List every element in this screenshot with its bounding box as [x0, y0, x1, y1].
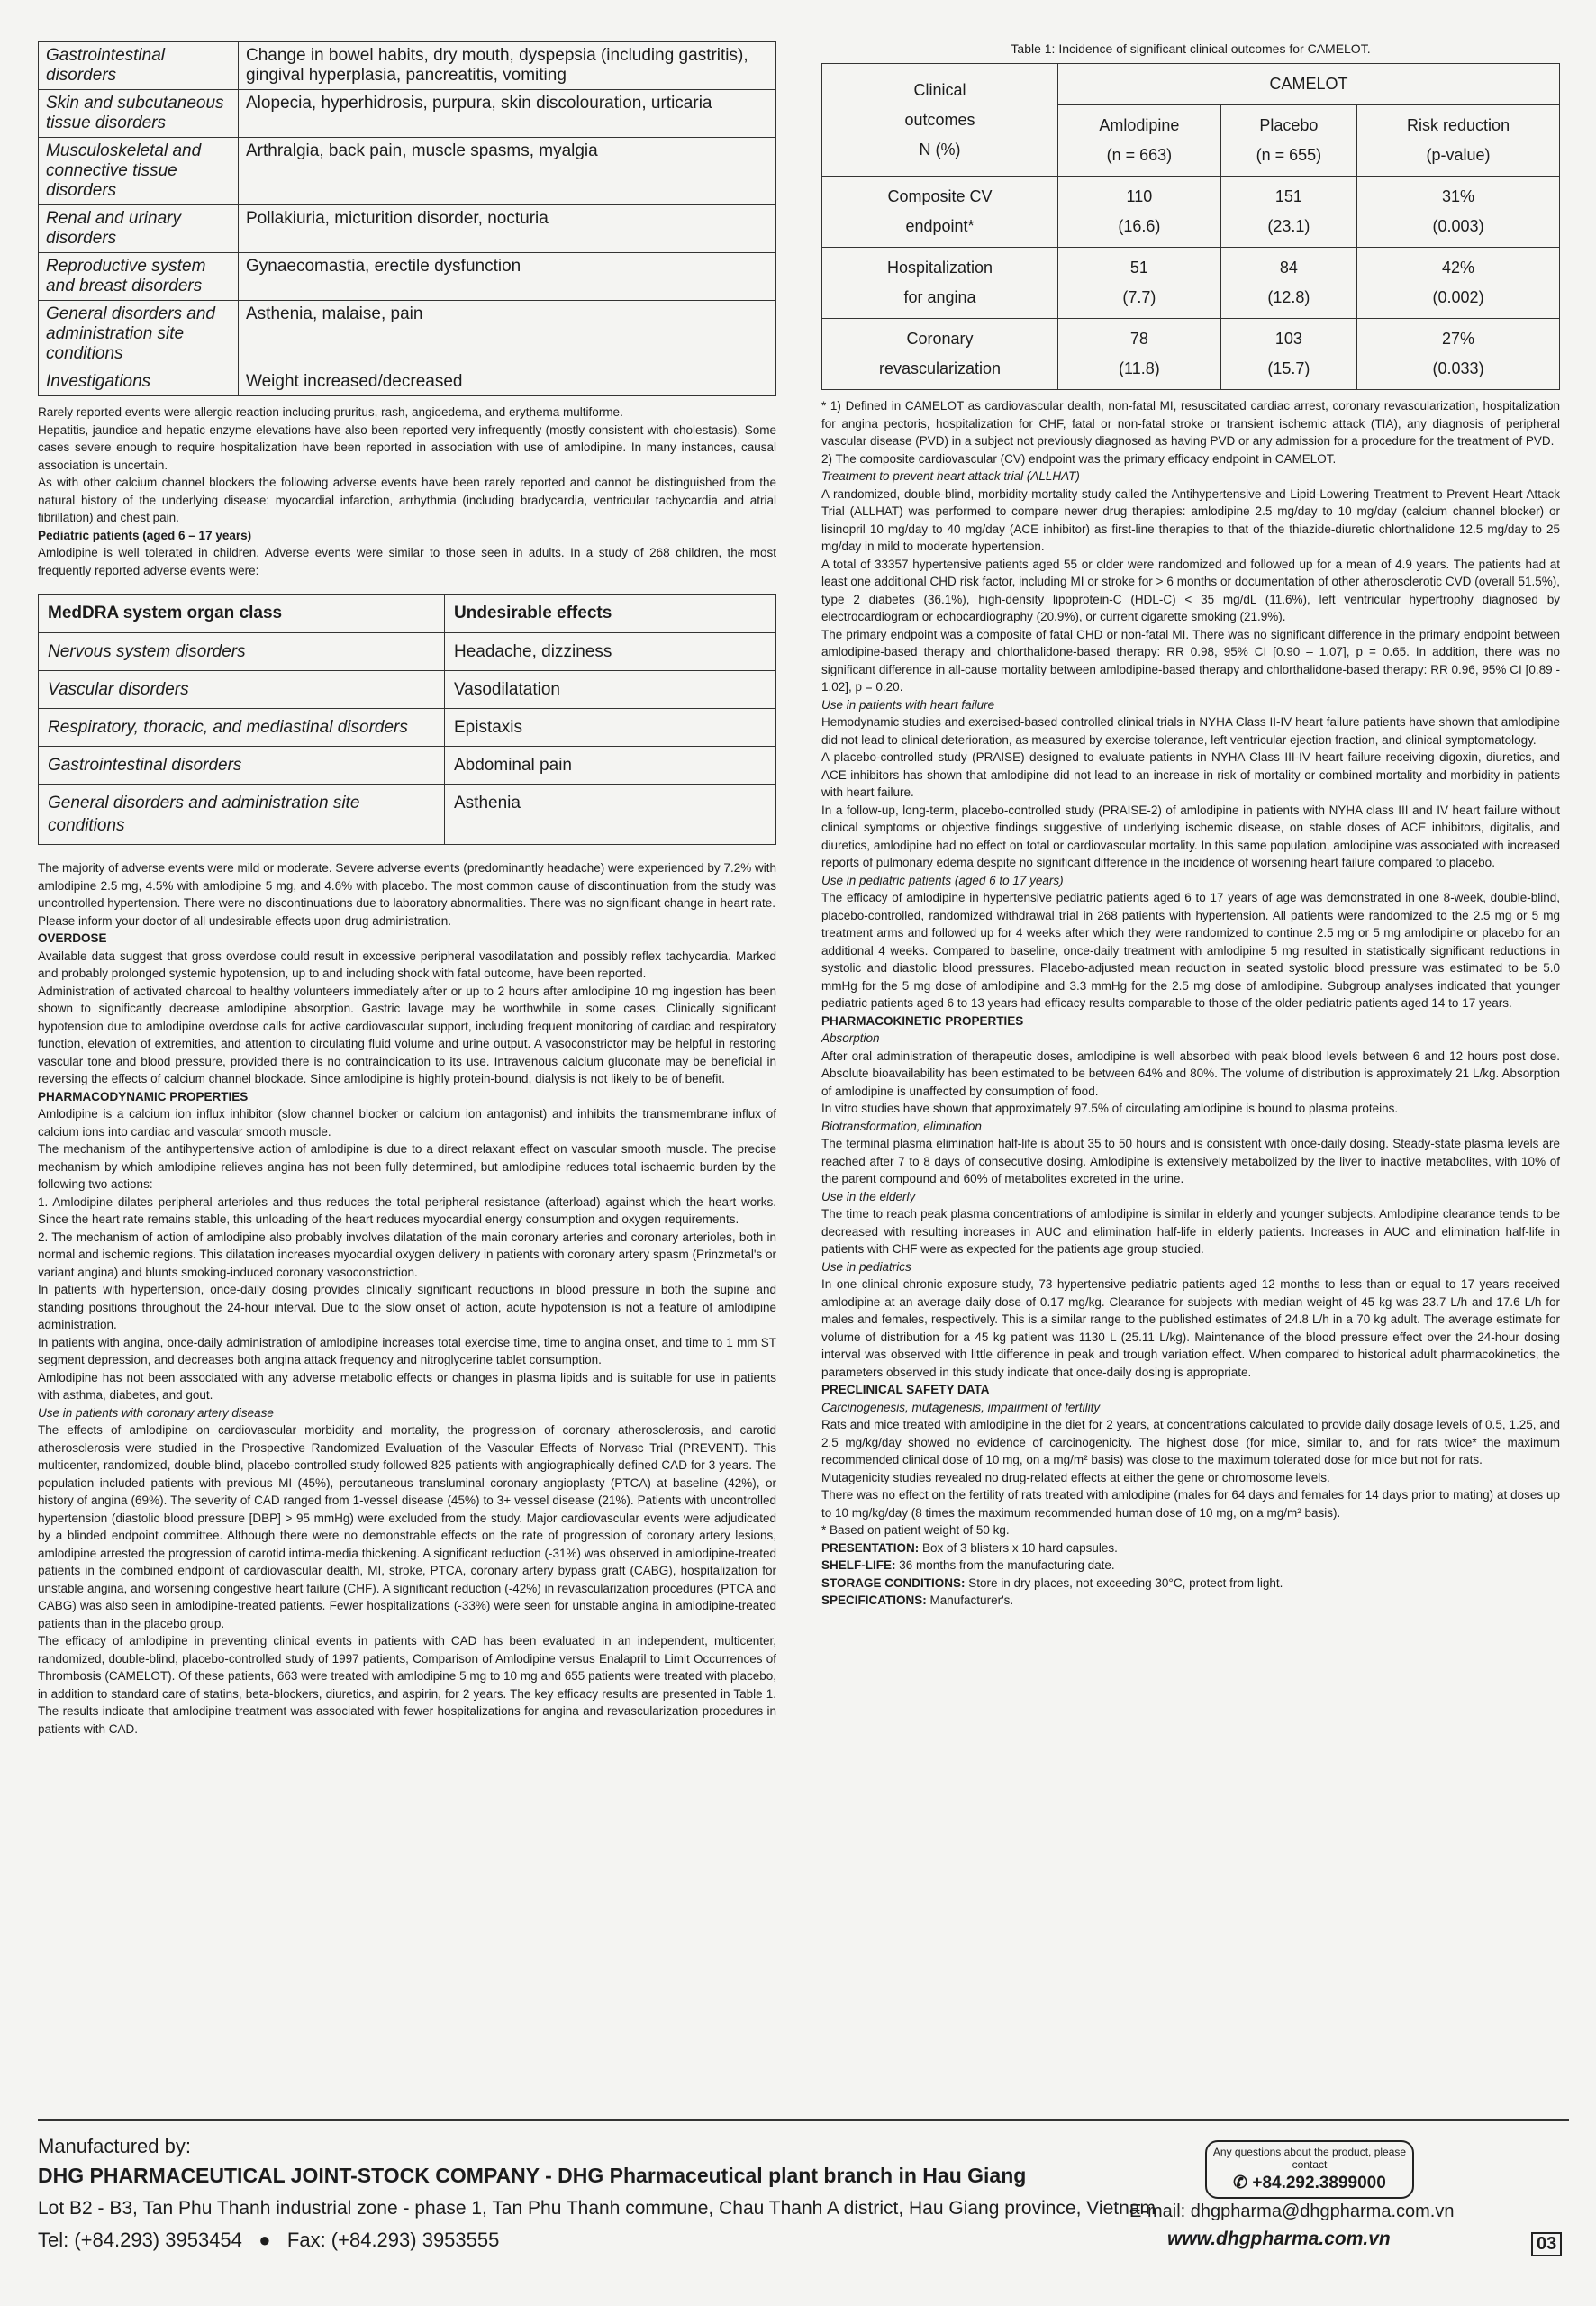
table1-footnotes [821, 397, 1560, 468]
overdose-heading: OVERDOSE [38, 931, 107, 945]
cell-line: 42% [1442, 259, 1475, 277]
absorption-heading: Absorption [821, 1031, 880, 1045]
phone-fax-line [38, 2229, 499, 2252]
table1-row-label [822, 248, 1058, 319]
ae-system: Musculoskeletal and connective tissue disorders [39, 138, 239, 205]
paragraph: Administration of activated charcoal to healthy volunteers immediately after or up to 2 hours after amlodipine 10 mg ingestion has been shown to significantly decrease amlodipine absorption. Gastric lavage may be worthwhile in some cases. Clinically significant hypotension due to amlodipine overdose calls for active cardiovascular support, including frequent monitoring of cardiac and respiratory function, elevation of extremities, and attention to circulating fluid volume and urine output. A vasoconstrictor may be helpful in restoring vascular tone and blood pressure, provided there is no contraindication to its use. Intravenous calcium gluconate may be beneficial in reversing the effects of calcium channel blockade. Since amlodipine is highly protein-bound, dialysis is not likely to be of benefit. [38, 984, 776, 1085]
cell-line: (15.7) [1267, 359, 1310, 377]
table1-cell [1058, 248, 1221, 319]
paragraph: There was no effect on the fertility of rats treated with amlodipine (males for 64 days and females for 14 days prior to mating) at doses up to 10 mg/kg/day (8 times the maximum recommended human dose of 10 mg, on a mg/m² basis). [821, 1488, 1560, 1520]
pediatric-use-text: The efficacy of amlodipine in hypertensive pediatric patients aged 6 to 17 years of age was demonstrated in one 8-week, double-blind, placebo-controlled, randomized withdrawal trial in 268 patients with hypertension. All patients were randomized to the 2.5 mg or 5 mg treatment arms and followed up for 4 weeks after which they were randomized to continue 2.5 mg or 5 mg amlodipine or placebo for an additional 4 weeks. Compared to baseline, once-daily treatment with amlodipine 5 mg resulted in statistically significant reductions in systolic and diastolic blood pressures. Placebo-adjusted mean reduction in seated systolic blood pressure was estimated to be 5.0 mmHg for the 5 mg dose of amlodipine and 3.3 mmHg for the 2.5 mg dose of amlodipine. Subgroup analyses indicated that younger pediatric patients aged 6 to 13 years had efficacy results comparable to those of the older pediatric patients aged 14 to 17 years. [821, 891, 1560, 1010]
pediatrics-heading: Use in pediatrics [821, 1259, 911, 1274]
row-label-line: for angina [903, 288, 976, 306]
ae-effects: Pollakiuria, micturition disorder, nocturia [239, 205, 776, 253]
row-header-line: N (%) [919, 140, 961, 159]
meddra-header-effects: Undesirable effects [445, 595, 776, 633]
table1-row [822, 177, 1560, 248]
ae-effects: Alopecia, hyperhidrosis, purpura, skin discolouration, urticaria [239, 90, 776, 138]
ae-row [39, 253, 776, 301]
paragraph: Mutagenicity studies revealed no drug-related effects at either the gene or chromosome levels. [821, 1470, 1330, 1484]
pharmacodynamic-text [38, 1105, 776, 1404]
col-name: Amlodipine [1099, 116, 1180, 134]
meddra-class: Nervous system disorders [39, 633, 445, 671]
table1-cell [1220, 248, 1356, 319]
ae-effects: Asthenia, malaise, pain [239, 301, 776, 368]
presentation-label: PRESENTATION: [821, 1540, 920, 1555]
meddra-effect: Epistaxis [445, 709, 776, 747]
meddra-class: Respiratory, thoracic, and mediastinal disorders [39, 709, 445, 747]
absorption-text [821, 1048, 1560, 1118]
meddra-class: General disorders and administration site conditions [39, 785, 445, 845]
presentation-line [821, 1539, 1560, 1557]
heart-failure-heading: Use in patients with heart failure [821, 697, 995, 712]
ae-row [39, 42, 776, 90]
biotransformation-text: The terminal plasma elimination half-life is about 35 to 50 hours and is consistent with once-daily dosing. Steady-state plasma levels are reached after 7 to 8 days of consecutive dosing. Amlodipine is extensively metabolized by the liver to inactive metabolites, with 10% of the parent compound and 60% of metabolites excreted in the urine. [821, 1137, 1560, 1185]
cell-line: 31% [1442, 187, 1475, 205]
paragraph: Please inform your doctor of all undesirable effects upon drug administration. [38, 913, 452, 928]
adverse-effects-table [38, 41, 776, 396]
paragraph: Rarely reported events were allergic reaction including pruritus, rash, angioedema, and erythema multiforme. [38, 405, 623, 419]
fax: Fax: (+84.293) 3953555 [286, 2229, 500, 2251]
table1-cell [1220, 177, 1356, 248]
preclinical-heading: PRECLINICAL SAFETY DATA [821, 1383, 990, 1396]
ae-row [39, 90, 776, 138]
page-number: 03 [1531, 2232, 1562, 2256]
shelf-life-line [821, 1557, 1560, 1575]
elderly-text: The time to reach peak plasma concentrations of amlodipine is similar in elderly and younger subjects. Amlodipine clearance tends to be decreased with resulting increases in AUC and elimination half-life in elderly patients. Increases in AUC and elimination half-life in patients with CHF were as expected for the patients age group studied. [821, 1207, 1560, 1256]
cell-line: (7.7) [1122, 288, 1156, 306]
meddra-effect: Abdominal pain [445, 747, 776, 785]
cell-line: 27% [1442, 330, 1475, 348]
paragraph: Rats and mice treated with amlodipine in the diet for 2 years, at concentrations calculated to provide daily dosage levels of 0.5, 1.25, and 2.5 mg/kg/day showed no evidence of carcinogenicity. The highest dose (for mice, similar to, and for rats twice* the maximum recommended clinical dose of 10 mg, on a mg/m² basis) was close to the maximum tolerated dose for mice but not for rats. [821, 1418, 1560, 1466]
manufactured-by-label: Manufactured by: [38, 2135, 191, 2157]
company-name: DHG PHARMACEUTICAL JOINT-STOCK COMPANY - DHG Pharmaceutical plant branch in Hau Giang [38, 2164, 1027, 2187]
paragraph: The effects of amlodipine on cardiovascular morbidity and mortality, the progression of coronary atherosclerosis, and carotid atherosclerosis were studied in the Prospective Randomized Evaluation of the Vascular Effects of Norvasc Trial (PREVENT). This multicenter, randomized, double-blind, placebo-controlled study followed 825 patients with angiographically defined CAD for 3 years. The population included patients with previous MI (45%), percutaneous transluminal coronary angioplasty (PTCA) at baseline (42%), or history of angina (69%). The severity of CAD ranged from 1-vessel disease (45%) to 3+ vessel disease (21%). Patients with uncontrolled hypertension (diastolic blood pressure [DBP] > 95 mmHg) were excluded from the study. Major cardiovascular events were adjudicated by a blinded endpoint committee. Although there were no demonstrable effects on the rate of progression of coronary artery lesions, amlodipine arrested the progression of carotid intima-media thickening. A significant reduction (-31%) was observed in amlodipine-treated patients in the combined endpoint of cardiovascular dealth, MI, stroke, PTCA, coronary artery bypass graft (CABG), hospitalization for unstable angina, and worsening congestive heart failure (CHF). A significant reduction (-42%) in revascularization procedures (PTCA and CABG) was also seen in amlodipine-treated patients. Fewer hospitalizations (-33%) were seen for unstable angina in amlodipine-treated patients than in the placebo group. [38, 1423, 776, 1630]
carcinogenesis-heading: Carcinogenesis, mutagenesis, impairment of fertility [821, 1400, 1101, 1414]
paragraph: After oral administration of therapeutic doses, amlodipine is well absorbed with peak blood levels between 6 and 12 hours post dose. Absolute bioavailability has been estimated to be between 64% and 80%. The volume of distribution is approximately 21 L/kg. Absorption of amlodipine is unaffected by consumption of food. [821, 1049, 1560, 1098]
ae-system: Reproductive system and breast disorders [39, 253, 239, 301]
pediatrics-text: In one clinical chronic exposure study, 73 hypertensive pediatric patients aged 12 months to less than or equal to 17 years received amlodipine at an average daily dose of 0.17 mg/kg. Clearance for subjects with median weight of 45 kg was 23.7 L/h and 17.6 L/h for males and females, respectively. This is a similar range to the published estimates of 24.8 L/h in a 70 kg adult. The average estimate for volume of distribution for a 45 kg patient was 1130 L (25.11 L/kg). Maintenance of the blood pressure effect over the 24-hour dosing interval was observed with little difference in peak and trough variation effect. When compared to historical adult pharmacokinetics, the parameters observed in this study indicate that once-daily dosing is appropriate. [821, 1277, 1560, 1379]
meddra-class: Vascular disorders [39, 671, 445, 709]
meddra-class: Gastrointestinal disorders [39, 747, 445, 785]
ae-system: Renal and urinary disorders [39, 205, 239, 253]
table1-cell [1058, 319, 1221, 390]
email-address: E-mail: dhgpharma@dhgpharma.com.vn [1129, 2202, 1455, 2221]
company-address: Lot B2 - B3, Tan Phu Thanh industrial zone - phase 1, Tan Phu Thanh commune, Chau Thanh A district, Hau Giang province, Vietnam [38, 2198, 1156, 2219]
col-n: (n = 655) [1256, 146, 1322, 164]
paragraph: 2. The mechanism of action of amlodipine also probably involves dilatation of the main coronary arteries and coronary arterioles, both in normal and ischemic regions. This dilatation increases myocardial oxygen delivery in patients with coronary artery spasm (Prinzmetal's or variant angina) and blunts smoking-induced coronary vasoconstriction. [38, 1230, 776, 1279]
cell-line: 51 [1129, 259, 1148, 277]
left-column [38, 41, 776, 1738]
storage-value: Store in dry places, not exceeding 30°C, protect from light. [968, 1575, 1283, 1590]
ae-system: General disorders and administration site conditions [39, 301, 239, 368]
row-label-line: revascularization [879, 359, 1002, 377]
allhat-text [821, 486, 1560, 696]
cell-line: (0.033) [1432, 359, 1484, 377]
col-name: Risk reduction [1407, 116, 1510, 134]
row-label-line: Hospitalization [887, 259, 993, 277]
hotline-number: +84.292.3899000 [1252, 2174, 1386, 2193]
paragraph: The majority of adverse events were mild or moderate. Severe adverse events (predominantly headache) were experienced by 7.2% with amlodipine 2.5 mg, 4.5% with amlodipine 5 mg, and 4.6% with placebo. The most common cause of discontinuation from the study was uncontrolled hypertension. There were no discontinuations due to laboratory abnormalities. There was no significant change in heart rate. [38, 861, 776, 910]
table1-cell [1058, 177, 1221, 248]
table1-row-label [822, 319, 1058, 390]
ae-row [39, 368, 776, 396]
table1-col-header [1357, 105, 1560, 177]
row-header-line: outcomes [904, 110, 975, 129]
storage-line [821, 1575, 1560, 1593]
carcinogenesis-text [821, 1416, 1560, 1539]
paragraph: Amlodipine has not been associated with any adverse metabolic effects or changes in plasma lipids and is suitable for use in patients with asthma, diabetes, and gout. [38, 1370, 776, 1402]
phone-icon: ✆ [1233, 2174, 1248, 2193]
meddra-table [38, 594, 776, 845]
pediatric-heading: Pediatric patients (aged 6 – 17 years) [38, 528, 252, 542]
cell-line: (23.1) [1267, 217, 1310, 235]
cell-line: (11.8) [1119, 359, 1160, 377]
paragraph: * 1) Defined in CAMELOT as cardiovascular dealth, non-fatal MI, resuscitated cardiac arrest, coronary revascularization, hospitalization for angina pectoris, hospitalization for CHF, fatal or non-fatal stroke or transient ischemic attack (TIA), any diagnosis of peripheral vascular disease (PVD) in a subject not previously diagnosed as having PVD or any admission for a procedure for the treatment of PVD. [821, 399, 1560, 448]
website: www.dhgpharma.com.vn [1167, 2229, 1391, 2249]
meddra-row [39, 671, 776, 709]
cell-line: 78 [1129, 330, 1148, 348]
row-label-line: Composite CV [887, 187, 993, 205]
hotline-box [1205, 2140, 1414, 2199]
paragraph: Hemodynamic studies and exercised-based controlled clinical trials in NYHA Class II-IV heart failure patients have shown that amlodipine did not lead to clinical deterioration, as measured by exercise tolerance, left ventricular ejection fraction, and clinical symptomatology. [821, 715, 1560, 747]
table1-header-row [822, 64, 1560, 105]
cad-heading: Use in patients with coronary artery disease [38, 1405, 274, 1420]
paragraph: In a follow-up, long-term, placebo-controlled study (PRAISE-2) of amlodipine in patients with NYHA class III and IV heart failure without clinical symptoms or objective findings suggestive of underlying ischemic disease, on stable doses of ACE inhibitors, digitalis, and diuretics, amlodipine had no effect on total or cardiovascular mortality. In this same population, amlodipine was associated with increased reports of pulmonary edema despite no significant difference in the incidence of worsening heart failure compared to placebo. [821, 803, 1560, 869]
right-column [821, 41, 1560, 1610]
cell-line: 84 [1279, 259, 1298, 277]
elderly-heading: Use in the elderly [821, 1189, 916, 1203]
specifications-value: Manufacturer's. [929, 1593, 1014, 1607]
row-label-line: Coronary [906, 330, 974, 348]
cell-line: (12.8) [1267, 288, 1310, 306]
meddra-row [39, 633, 776, 671]
bullet-separator: ● [248, 2229, 282, 2251]
specifications-line [821, 1592, 1560, 1610]
cell-line: 151 [1274, 187, 1302, 205]
row-header-line: Clinical [913, 80, 966, 99]
cell-line: 103 [1274, 330, 1302, 348]
telephone: Tel: (+84.293) 3953454 [38, 2229, 242, 2251]
ae-effects: Change in bowel habits, dry mouth, dyspepsia (including gastritis), gingival hyperplasia, pancreatitis, vomiting [239, 42, 776, 90]
paragraph: 2) The composite cardiovascular (CV) endpoint was the primary efficacy endpoint in CAMELOT. [821, 451, 1337, 466]
meddra-header-class: MedDRA system organ class [39, 595, 445, 633]
table1-row [822, 319, 1560, 390]
col-name: Placebo [1259, 116, 1319, 134]
severity-notes [38, 859, 776, 930]
biotransformation-heading: Biotransformation, elimination [821, 1119, 982, 1133]
heart-failure-text [821, 713, 1560, 872]
paragraph: The efficacy of amlodipine in preventing clinical events in patients with CAD has been evaluated in an independent, multicenter, randomized, double-blind, placebo-controlled study of 1997 patients, Comparison of Amlodipine versus Enalapril to Limit Occurrences of Thrombosis (CAMELOT). Of these patients, 663 were treated with amlodipine 5 mg to 10 mg and 655 patients were treated with placebo, in addition to standard care of statins, beta-blockers, diuretics, and aspirin, for 2 years. The key efficacy results are presented in Table 1. The results indicate that amlodipine treatment was associated with fewer hospitalizations for angina and revascularization procedures in patients with CAD. [38, 1634, 776, 1736]
paragraph: Hepatitis, jaundice and hepatic enzyme elevations have also been reported very infrequently (mostly consistent with cholestasis). Some cases severe enough to require hospitalization have been reported in association with use of amlodipine. In many instances, causal association is uncertain. [38, 422, 776, 472]
cell-line: (0.003) [1432, 217, 1484, 235]
paragraph: * Based on patient weight of 50 kg. [821, 1523, 1010, 1537]
paragraph: A placebo-controlled study (PRAISE) designed to evaluate patients in NYHA Class III-IV heart failure receiving digoxin, diuretics, and ACE inhibitors has shown that amlodipine did not lead to an increase in risk of mortality or combined mortality and morbidity in patients with heart failure. [821, 750, 1560, 799]
pharmacodynamic-heading: PHARMACODYNAMIC PROPERTIES [38, 1089, 249, 1103]
specifications-label: SPECIFICATIONS: [821, 1593, 927, 1607]
paragraph: A total of 33357 hypertensive patients aged 55 or older were randomized and followed up for a mean of 4.9 years. The patients had at least one additional CHD risk factor, including MI or stroke for > 6 months or documentation of other atherosclerotic CVD (overall 51.5%), type 2 diabetes (36.1%), high-density lipoprotein-C (HDL-C) < 35 mg/dL (11.6%), left ventricular hypertrophy diagnosed by electrocardiogram or echocardiography (20.9%), or current cigarette smoking (21.9%). [821, 557, 1560, 623]
row-label-line: endpoint* [905, 217, 975, 235]
ae-system: Skin and subcutaneous tissue disorders [39, 90, 239, 138]
allhat-heading: Treatment to prevent heart attack trial (ALLHAT) [821, 469, 1080, 483]
meddra-effect: Asthenia [445, 785, 776, 845]
shelf-life-label: SHELF-LIFE: [821, 1558, 896, 1572]
table1-row [822, 248, 1560, 319]
overdose-text [38, 948, 776, 1088]
col-n: (p-value) [1426, 146, 1491, 164]
hotline-line [1211, 2173, 1409, 2193]
pediatric-text: Amlodipine is well tolerated in children. Adverse events were similar to those seen in adults. In a study of 268 children, the most frequently reported adverse events were: [38, 546, 776, 577]
pharmacokinetic-heading: PHARMACOKINETIC PROPERTIES [821, 1013, 1024, 1028]
table1-cell [1357, 248, 1560, 319]
cad-text [38, 1421, 776, 1738]
paragraph: In patients with angina, once-daily administration of amlodipine increases total exercise time, time to angina onset, and time to 1 mm ST segment depression, and decreases both angina attack frequency and nitroglycerine tablet consumption. [38, 1335, 776, 1366]
table1-col-header [1058, 105, 1221, 177]
table1-caption: Table 1: Incidence of significant clinical outcomes for CAMELOT. [1011, 41, 1371, 56]
paragraph: A randomized, double-blind, morbidity-mortality study called the Antihypertensive and Lipid-Lowering Treatment to Prevent Heart Attack Trial (ALLHAT) was performed to compare newer drug therapies: amlodipine 2.5 mg/day to 10 mg/day (calcium channel blocker) or lisinopril 10 mg/day to 40 mg/day (ACE inhibitor) as first-line therapies to that of the thiazide-diuretic chlorthalidone 12.5 mg/day to 25 mg/day in mild to moderate hypertension. [821, 486, 1560, 553]
paragraph: As with other calcium channel blockers the following adverse events have been rarely reported and cannot be distinguished from the natural history of the underlying disease: myocardial infarction, arrhythmia (including bradycardia, ventricular tachycardia and atrial fibrillation) and chest pain. [38, 476, 776, 524]
table1-cell [1357, 319, 1560, 390]
meddra-row [39, 709, 776, 747]
paragraph: Available data suggest that gross overdose could result in excessive peripheral vasodilatation and possibly reflex tachycardia. Marked and probably prolonged systemic hypotension, up to and including shock with fatal outcome, have been reported. [38, 949, 776, 980]
footer-divider [38, 2119, 1569, 2121]
ae-row [39, 301, 776, 368]
meddra-effect: Headache, dizziness [445, 633, 776, 671]
col-n: (n = 663) [1106, 146, 1173, 164]
paragraph: In vitro studies have shown that approximately 97.5% of circulating amlodipine is bound to plasma proteins. [821, 1102, 1399, 1115]
meddra-effect: Vasodilatation [445, 671, 776, 709]
paragraph: In patients with hypertension, once-daily dosing provides clinically significant reductions in blood pressure in both the supine and standing positions throughout the 24-hour interval. Due to the slow onset of action, acute hypotension is not a feature of amlodipine administration. [38, 1283, 776, 1331]
ae-system: Gastrointestinal disorders [39, 42, 239, 90]
ae-system: Investigations [39, 368, 239, 396]
adverse-events-notes [38, 404, 776, 527]
table1-cell [1220, 319, 1356, 390]
meddra-row [39, 747, 776, 785]
paragraph: 1. Amlodipine dilates peripheral arterioles and thus reduces the total peripheral resistance (afterload) against which the heart works. Since the heart rate remains stable, this unloading of the heart reduces myocardial energy consumption and oxygen requirements. [38, 1194, 776, 1226]
table1-row-header [822, 64, 1058, 177]
meddra-row [39, 785, 776, 845]
contact-note: Any questions about the product, please contact [1212, 2146, 1407, 2171]
ae-row [39, 138, 776, 205]
paragraph: The primary endpoint was a composite of fatal CHD or non-fatal MI. There was no significant difference in the primary endpoint between amlodipine-based therapy and chlorthalidone-based therapy: RR 0.98, 95% CI [0.90 – 1.07], p = 0.65. In addition, there was no significant difference in all-cause mortality between amlodipine-based therapy and chlorthalidone-based therapy: RR 0.96, 95% CI [0.89 - 1.02], p = 0.20. [821, 627, 1560, 694]
paragraph: The mechanism of the antihypertensive action of amlodipine is due to a direct relaxant effect on vascular smooth muscle. The precise mechanism by which amlodipine relieves angina has not been fully determined, but amlodipine reduces total ischaemic burden by the following two actions: [38, 1142, 776, 1191]
table1-row-label [822, 177, 1058, 248]
table1-col-header [1220, 105, 1356, 177]
cell-line: (0.002) [1432, 288, 1484, 306]
table1-cell [1357, 177, 1560, 248]
storage-label: STORAGE CONDITIONS: [821, 1575, 966, 1590]
cell-line: (16.6) [1118, 217, 1161, 235]
camelot-table [821, 63, 1560, 390]
ae-effects: Arthralgia, back pain, muscle spasms, myalgia [239, 138, 776, 205]
ae-row [39, 205, 776, 253]
pediatric-use-heading: Use in pediatric patients (aged 6 to 17 years) [821, 873, 1064, 887]
ae-effects: Weight increased/decreased [239, 368, 776, 396]
ae-effects: Gynaecomastia, erectile dysfunction [239, 253, 776, 301]
shelf-life-value: 36 months from the manufacturing date. [899, 1558, 1115, 1572]
presentation-value: Box of 3 blisters x 10 hard capsules. [922, 1540, 1118, 1555]
cell-line: 110 [1126, 187, 1153, 205]
camelot-label: CAMELOT [1058, 64, 1560, 105]
paragraph: Amlodipine is a calcium ion influx inhibitor (slow channel blocker or calcium ion antagonist) and inhibits the transmembrane influx of calcium ions into cardiac and vascular smooth muscle. [38, 1107, 776, 1139]
